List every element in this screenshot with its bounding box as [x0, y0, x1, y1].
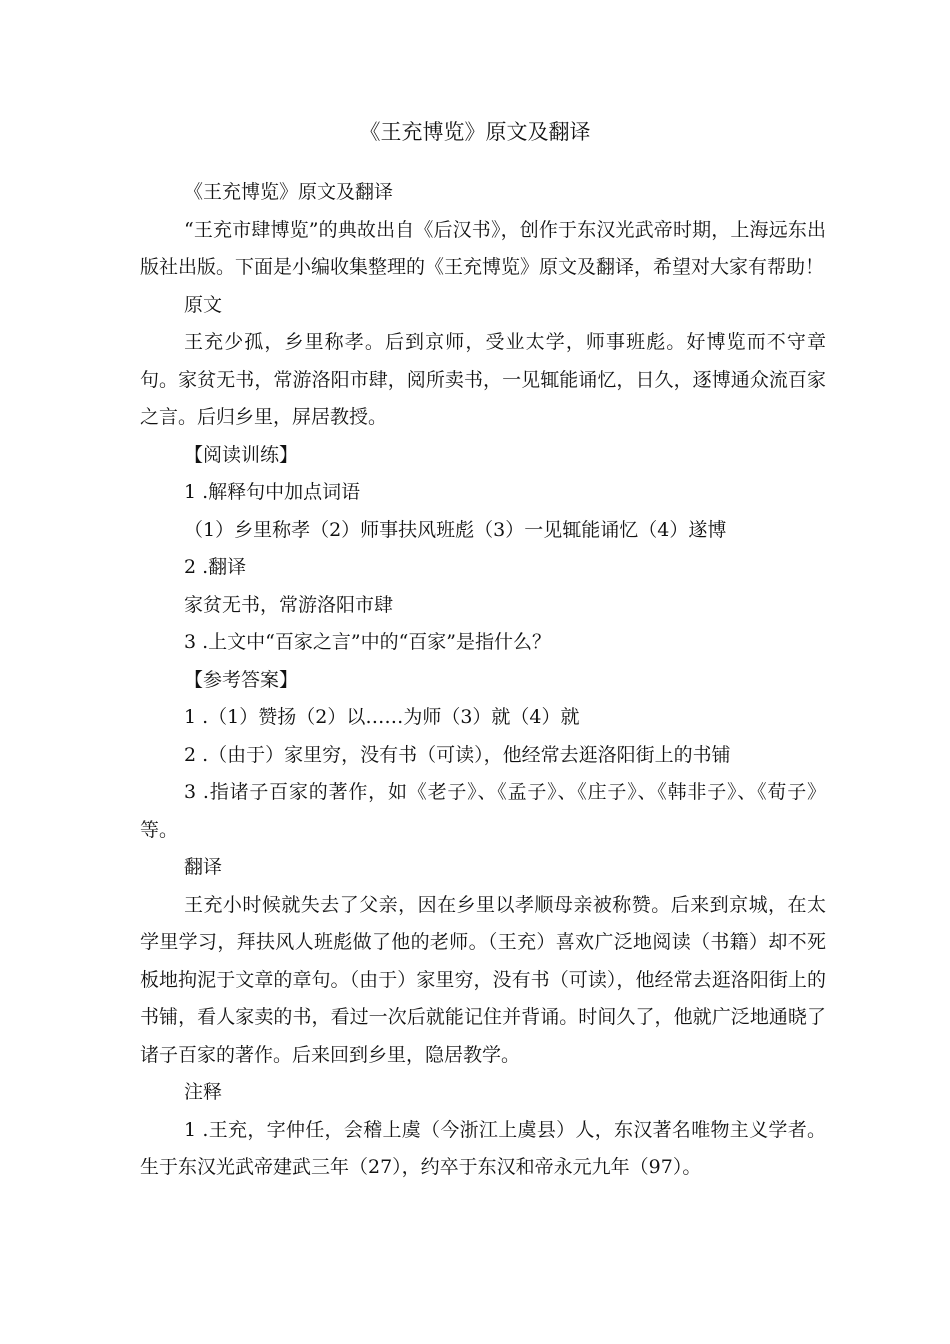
paragraph: 1 .王充，字仲任，会稽上虞（今浙江上虞县）人，东汉著名唯物主义学者。生于东汉光武帝建武三年（27），约卒于东汉和帝永元九年（97）。 [140, 1118, 826, 1178]
paragraph: 《王充博览》原文及翻译 [184, 181, 394, 203]
document-body [140, 174, 826, 1187]
paragraph: 注释 [184, 1081, 223, 1103]
paragraph: 2 .翻译 [184, 556, 247, 578]
paragraph: 2 .（由于）家里穷，没有书（可读），他经常去逛洛阳街上的书铺 [184, 743, 731, 766]
paragraph: 【参考答案】 [184, 668, 299, 691]
paragraph: （1）乡里称孝（2）师事扶风班彪（3）一见辄能诵忆（4）遂博 [184, 518, 727, 541]
paragraph: 家贫无书，常游洛阳市肆 [184, 593, 394, 616]
paragraph: 【阅读训练】 [184, 443, 299, 466]
paragraph: 1 .解释句中加点词语 [184, 481, 361, 503]
paragraph: 3 .上文中“百家之言”中的“百家”是指什么？ [184, 631, 552, 653]
paragraph: 原文 [184, 293, 223, 316]
paragraph: 3 .指诸子百家的著作，如《老子》、《孟子》、《庄子》、《韩非子》、《荀子》等。 [140, 781, 826, 841]
paragraph: “王充市肆博览”的典故出自《后汉书》，创作于东汉光武帝时期，上海远东出版社出版。下面是小编收集整理的《王充博览》原文及翻译，希望对大家有帮助！ [140, 218, 826, 278]
document-title: 《王充博览》原文及翻译 [359, 120, 591, 144]
paragraph: 1 .（1）赞扬（2）以……为师（3）就（4）就 [184, 706, 580, 728]
paragraph: 王充少孤，乡里称孝。后到京师，受业太学，师事班彪。好博览而不守章句。家贫无书，常游洛阳市肆，阅所卖书，一见辄能诵忆，日久，逐博通众流百家之言。后归乡里，屏居教授。 [140, 331, 826, 428]
paragraph: 翻译 [184, 856, 223, 878]
paragraph: 王充小时候就失去了父亲，因在乡里以孝顺母亲被称赞。后来到京城，在太学里学习，拜扶风人班彪做了他的老师。（王充）喜欢广泛地阅读（书籍）却不死板地拘泥于文章的章句。（由于）家里穷，没有书（可读），他经常去逛洛阳街上的书铺，看人家卖的书，看过一次后就能记住并背诵。时间久了，他就广泛地通晓了诸子百家的著作。后来回到乡里，隐居教学。 [140, 893, 826, 1066]
